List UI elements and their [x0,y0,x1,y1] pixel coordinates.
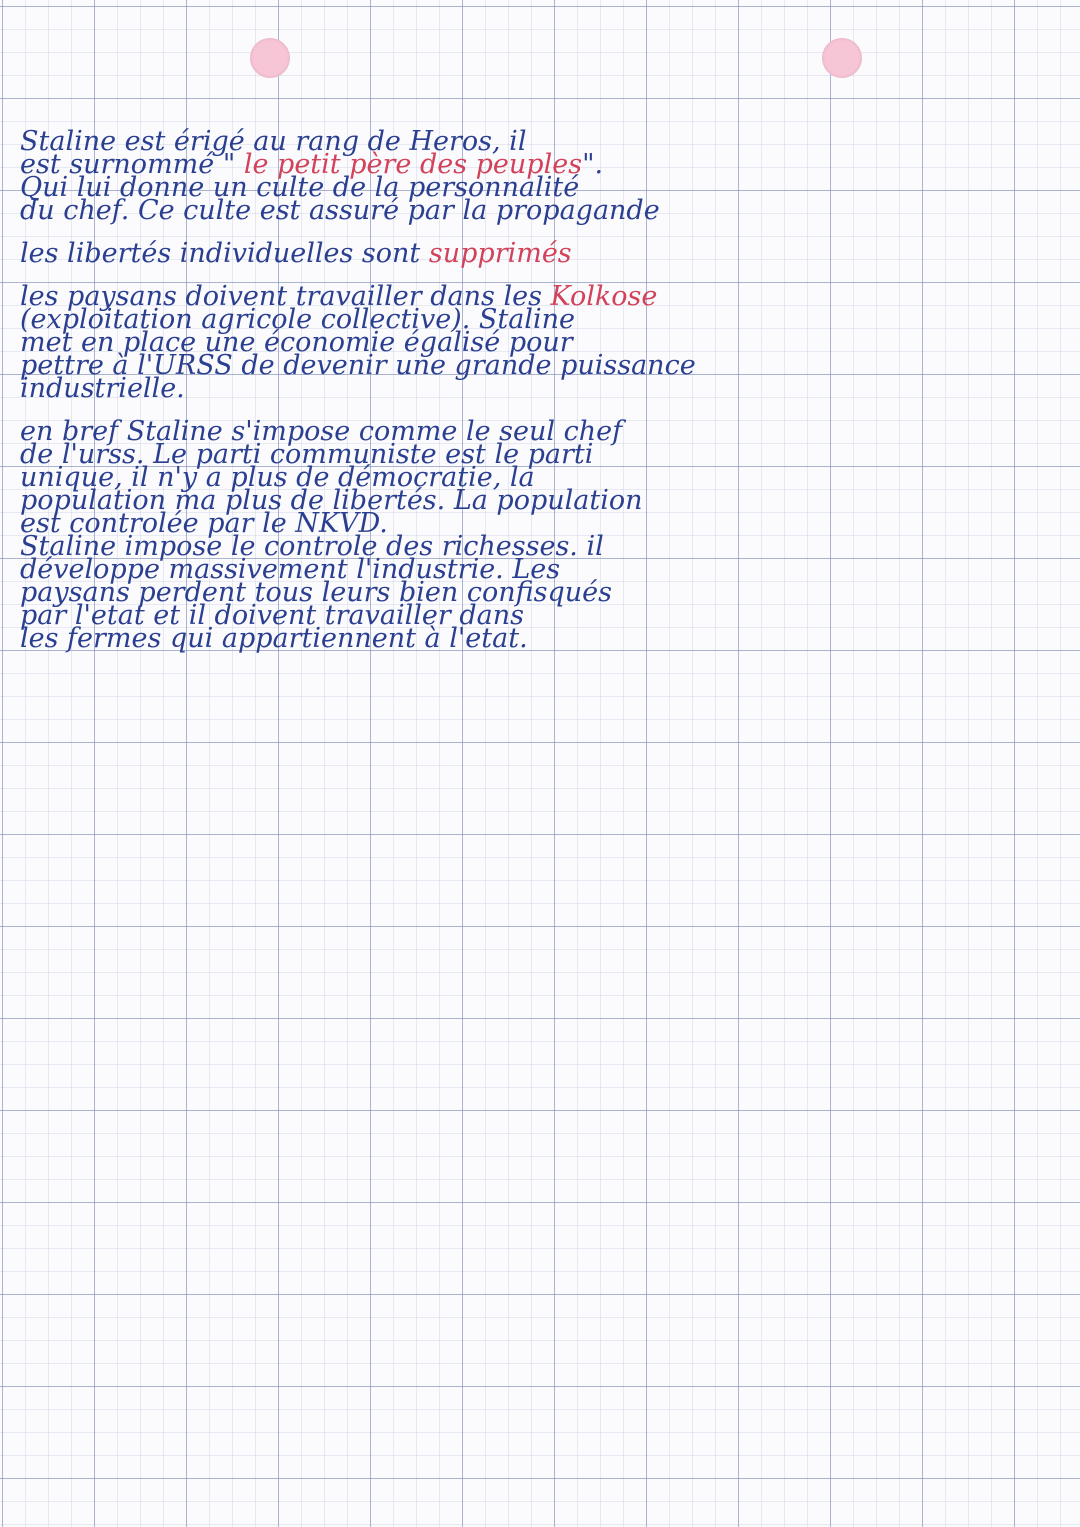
handwritten-notes [20,126,1060,670]
text-run: Staline impose le controle des richesses. il [20,531,604,562]
text-run-highlight: le petit père des peuples [243,149,583,180]
text-run: développe massivement l'industrie. Les [20,554,561,585]
text-line [20,623,1060,654]
text-run: paysans perdent tous leurs bien confisqués [20,577,612,608]
text-run: est surnommé " [20,149,244,180]
text-run: met en place une économie égalisé pour [20,327,573,358]
text-line [20,238,1060,269]
text-run: par l'etat et il doivent travailler dans [20,600,524,631]
punch-hole-right [822,38,862,78]
text-run: est controlée par le NKVD. [20,508,388,539]
text-run: en bref Staline s'impose comme le seul chef [20,416,623,447]
text-run: Qui lui donne un culte de la personnalité [20,172,580,203]
text-run: Staline est érigé au rang de Heros, il [20,126,527,157]
text-run: pettre à l'URSS de devenir une grande puissance [20,350,696,381]
text-run: industrielle. [20,373,185,404]
paragraph-en-bref [20,416,1060,654]
text-run: les libertés individuelles sont [20,238,429,269]
text-run-highlight: supprimés [428,238,572,269]
text-run: ". [582,149,604,180]
text-run: population ma plus de libertés. La population [20,485,643,516]
paragraph-libertes [20,238,1060,269]
text-line [20,195,1060,226]
text-run-highlight: Kolkose [550,281,658,312]
punch-hole-left [250,38,290,78]
paragraph-culte [20,126,1060,226]
paragraph-kolkose [20,281,1060,404]
text-run: du chef. Ce culte est assuré par la propagande [20,195,660,226]
text-run: les paysans doivent travailler dans les [20,281,551,312]
text-run: de l'urss. Le parti communiste est le parti [20,439,594,470]
text-run: unique, il n'y a plus de démocratie, la [20,462,535,493]
text-run: (exploitation agricole collective). Staline [20,304,575,335]
text-run: les fermes qui appartiennent à l'etat. [20,623,528,654]
